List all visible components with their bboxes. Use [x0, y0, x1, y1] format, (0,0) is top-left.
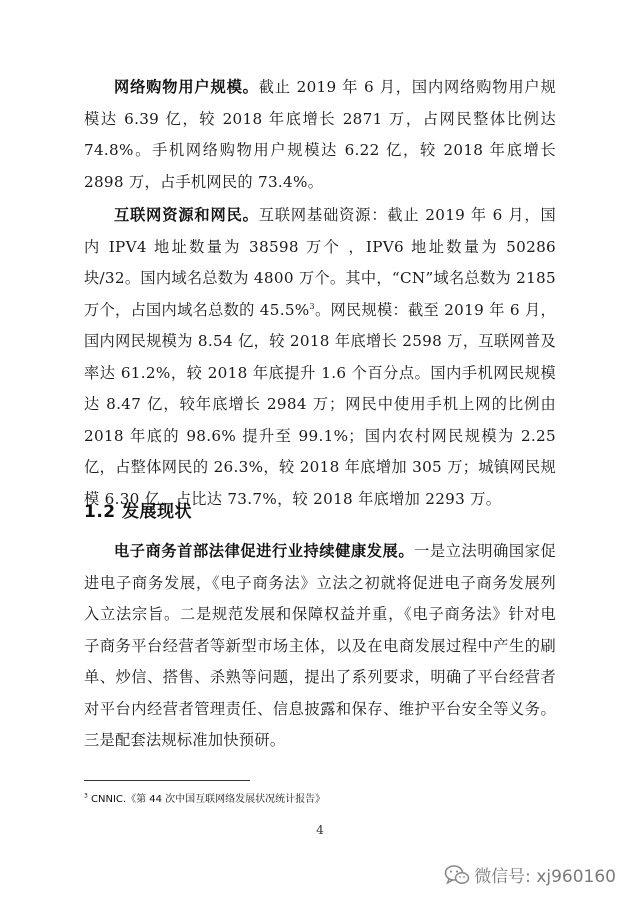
footnote	[84, 790, 325, 805]
paragraph-lead-online-shopping: 网络购物用户规模。	[114, 78, 259, 96]
footnote-reference: 3	[309, 301, 315, 311]
paragraph-body-internet-resources-part2: 。网民规模：截至 2019 年 6 月，国内网民规模为 8.54 亿，较 2018 年底增长 2598 万，互联网普及率达 61.2%，较 2018 年底提升 1.6 个百分点。国内手机网民规模达 8.47 亿，较年底增长 2984 万；网民中使用手机上网的比例由 2018 年底的 98.6% 提升至 99.1%；国内农村网民规模为 2.25 亿，占整体网民的 26.3%，较 2018 年底增加 305 万；城镇网民规模 6.30 亿，占比达 73.7%，较 2018 年底增加 2293 万。	[84, 300, 556, 508]
footnote-marker: 3	[84, 792, 88, 800]
paragraph-lead-ecommerce-law: 电子商务首部法律促进行业持续健康发展。	[114, 542, 415, 560]
section-heading: 1.2 发展现状	[84, 502, 193, 522]
footnote-divider	[84, 780, 250, 781]
wechat-watermark	[444, 862, 616, 887]
watermark-text: 微信号: xj960160	[474, 867, 616, 887]
paragraph-internet-resources	[84, 200, 556, 515]
footnote-text: CNNIC.《第 44 次中国互联网络发展状况统计报告》	[91, 794, 326, 805]
paragraph-lead-internet-resources: 互联网资源和网民。	[114, 206, 259, 224]
wechat-icon	[444, 864, 470, 886]
paragraph-body-ecommerce-law: 一是立法明确国家促进电子商务发展，《电子商务法》立法之初就将促进电子商务发展列入立法宗旨。二是规范发展和保障权益并重，《电子商务法》针对电子商务平台经营者等新型市场主体，以及在电商发展过程中产生的刷单、炒信、搭售、杀熟等问题，提出了系列要求，明确了平台经营者对平台内经营者管理责任、信息披露和保存、维护平台安全等义务。三是配套法规标准加快预研。	[84, 542, 557, 749]
paragraph-body-online-shopping: 截止 2019 年 6 月，国内网络购物用户规模达 6.39 亿，较 2018 年底增长 2871 万，占网民整体比例达 74.8%。手机网络购物用户规模达 6.22 亿，较 2018 年底增长 2898 万，占手机网民的 73.4%。	[84, 78, 557, 191]
page-number: 4	[316, 823, 324, 837]
paragraph-body-internet-resources-part1: 互联网基础资源：截止 2019 年 6 月，国内 IPV4 地址数量为 38598 万个 ，IPV6 地址数量为 50286 块/32。国内域名总数为 4800 万个。其中，“CN”域名总数为 2185 万个，占国内域名总数的 45.5%	[84, 206, 557, 319]
paragraph-online-shopping-users	[84, 72, 556, 198]
paragraph-ecommerce-law	[84, 536, 556, 757]
